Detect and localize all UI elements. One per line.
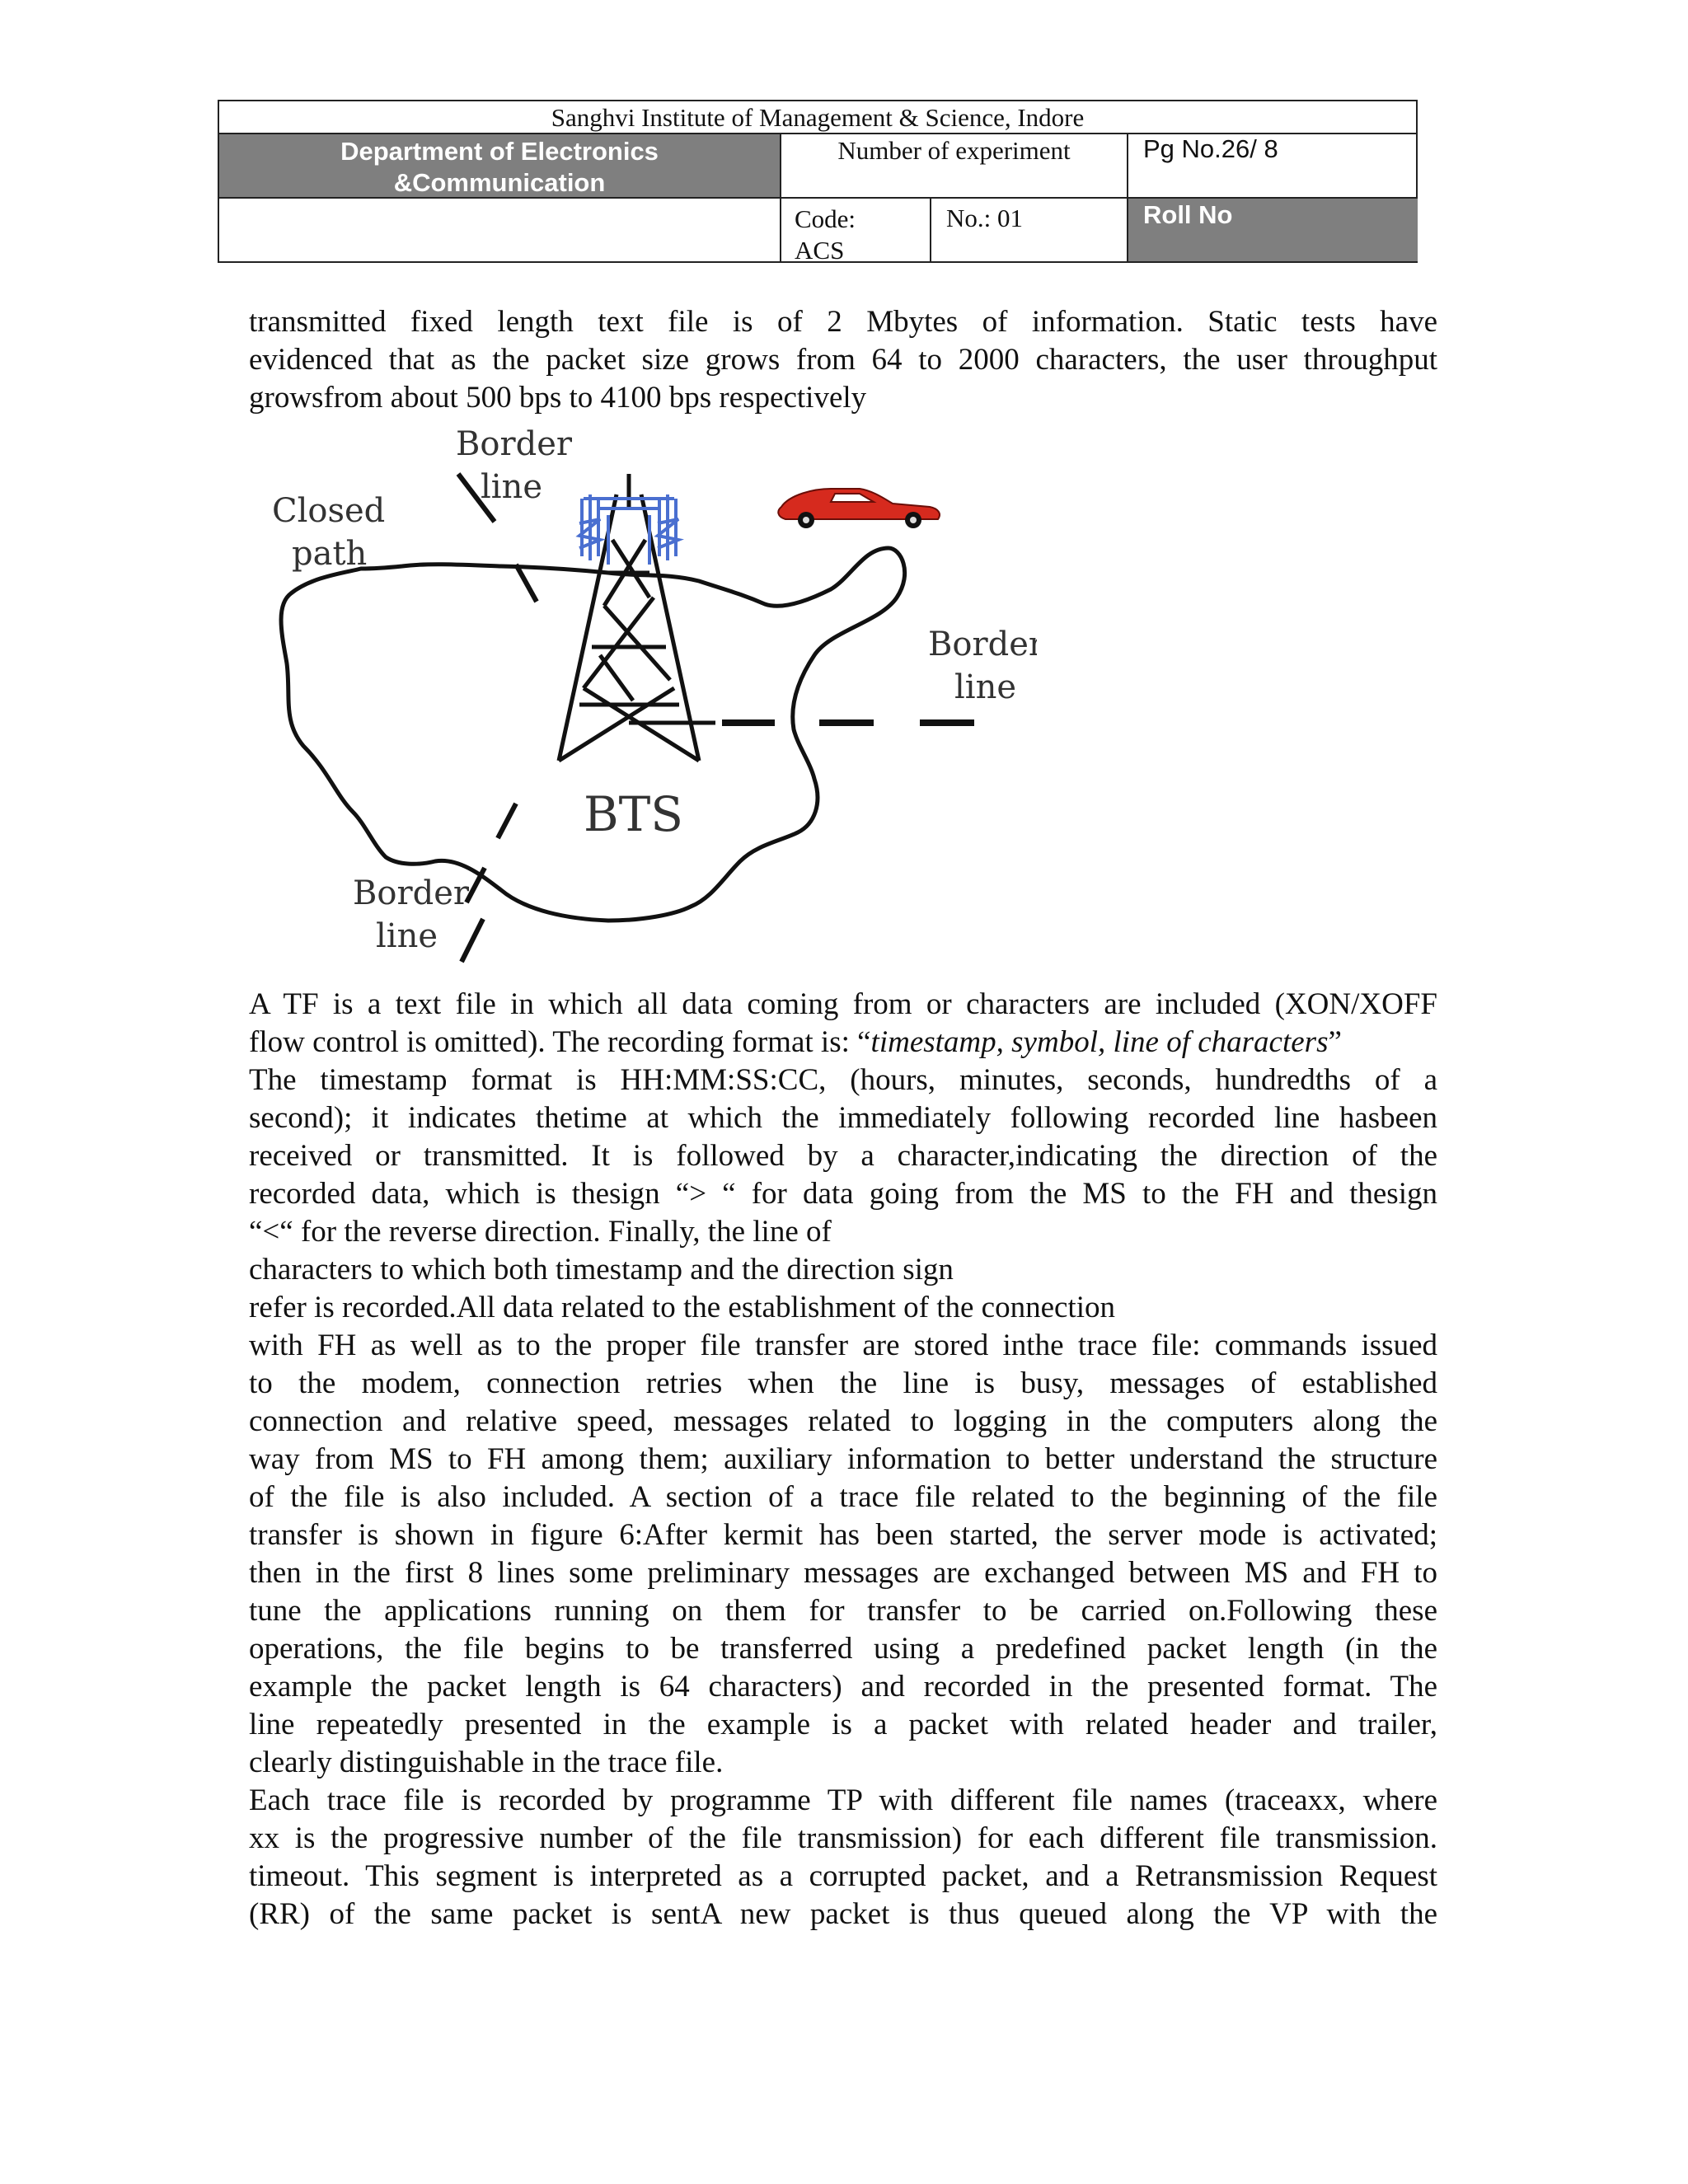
department-line-1: Department of Electronics <box>340 137 659 166</box>
label-border-top-1: Border <box>456 425 572 463</box>
text-line: xx is the progressive number of the file transmission) for each different file transmission. <box>249 1821 1437 1855</box>
text-line: The timestamp format is HH:MM:SS:CC, (hours, minutes, seconds, hundredths of a <box>249 1063 1437 1097</box>
text-line: “<“ for the reverse direction. Finally, the line of <box>249 1215 832 1249</box>
code-cell <box>781 199 931 261</box>
text-line: way from MS to FH among them; auxiliary information to better understand the structure <box>249 1442 1437 1476</box>
text-line: evidenced that as the packet size grows from 64 to 2000 characters, the user throughput <box>249 343 1437 377</box>
text-line: timeout. This segment is interpreted as a corrupted packet, and a Retransmission Request <box>249 1859 1437 1893</box>
timestamp-paragraph <box>249 1062 1437 1782</box>
text-line: line repeatedly presented in the example is a packet with related header and trailer, <box>249 1708 1437 1741</box>
bts-coverage-figure <box>254 416 1037 985</box>
text-line: example the packet length is 64 characters) and recorded in the presented format. The <box>249 1670 1437 1704</box>
number-of-experiment: Number of experiment <box>781 134 1128 199</box>
text-run: flow control is omitted). The recording format is: “ <box>249 1025 871 1059</box>
department-cell <box>219 134 781 199</box>
institute-name: Sanghvi Institute of Management & Science, Indore <box>219 101 1416 134</box>
label-border-top-2: line <box>481 468 543 506</box>
format-italic: timestamp, symbol, line of characters <box>870 1025 1329 1059</box>
text-line: A TF is a text file in which all data coming from or characters are included (XON/XOFF <box>249 987 1437 1021</box>
text-line: operations, the file begins to be transferred using a predefined packet length (in the <box>249 1632 1437 1666</box>
label-path: path <box>292 535 368 573</box>
text-line: transfer is shown in figure 6:After kermit has been started, the server mode is activated; <box>249 1518 1437 1552</box>
code-value: ACS <box>795 236 845 261</box>
label-border-bottom-1: Border <box>353 874 469 912</box>
text-line: tune the applications running on them for transfer to be carried on.Following these <box>249 1594 1437 1628</box>
text-line: of the file is also included. A section of a trace file related to the beginning of the file <box>249 1480 1437 1514</box>
text-line: then in the first 8 lines some preliminary messages are exchanged between MS and FH to <box>249 1556 1437 1590</box>
car-icon <box>778 489 940 528</box>
experiment-number: No.: 01 <box>931 199 1128 261</box>
text-line: connection and relative speed, messages related to logging in the computers along the <box>249 1404 1437 1438</box>
text-line: Each trace file is recorded by programme TP with different file names (traceaxx, where <box>249 1783 1437 1817</box>
intro-paragraph <box>249 303 1437 417</box>
text-line: clearly distinguishable in the trace file. <box>249 1746 724 1779</box>
text-line: characters to which both timestamp and the direction sign <box>249 1253 954 1286</box>
text-line: received or transmitted. It is followed by a character,indicating the direction of the <box>249 1139 1437 1173</box>
label-border-right-1: Border <box>928 626 1037 663</box>
text-line <box>249 1024 1437 1062</box>
text-line: to the modem, connection retries when the line is busy, messages of established <box>249 1366 1437 1400</box>
label-closed: Closed <box>272 492 386 530</box>
department-line-2: &Communication <box>393 168 606 197</box>
trace-file-paragraph <box>249 1782 1437 1933</box>
text-line: (RR) of the same packet is sentA new packet is thus queued along the VP with the <box>249 1897 1437 1931</box>
header-table <box>218 100 1418 263</box>
tf-paragraph <box>249 986 1437 1062</box>
text-line: transmitted fixed length text file is of 2 Mbytes of information. Static tests have <box>249 305 1437 339</box>
text-line: recorded data, which is thesign “> “ for data going from the MS to the FH and thesign <box>249 1177 1437 1211</box>
text-run: ” <box>1328 1025 1342 1059</box>
label-border-right-2: line <box>954 668 1017 706</box>
blank-cell <box>219 199 781 261</box>
text-line: second); it indicates thetime at which the immediately following recorded line hasbeen <box>249 1101 1437 1135</box>
code-label: Code: <box>795 204 856 233</box>
text-line: with FH as well as to the proper file transfer are stored inthe trace file: commands issued <box>249 1329 1437 1362</box>
roll-number: Roll No <box>1128 199 1418 261</box>
text-line: refer is recorded.All data related to the establishment of the connection <box>249 1291 1115 1324</box>
page-number: Pg No.26/ 8 <box>1128 134 1418 199</box>
label-border-bottom-2: line <box>376 917 438 955</box>
text-line: growsfrom about 500 bps to 4100 bps respectively <box>249 381 867 415</box>
label-bts: BTS <box>584 786 684 842</box>
